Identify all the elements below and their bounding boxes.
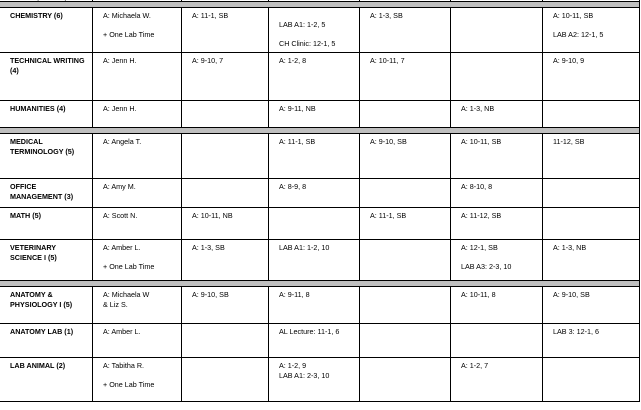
instructor-cell [93,53,182,101]
friday-cell [543,134,640,179]
thursday-cell [451,208,543,240]
instructor-cell [93,287,182,324]
friday-cell [543,208,640,240]
table-row [0,324,640,358]
session-text: 11-12, SB [553,137,585,147]
monday-cell [182,134,269,179]
session-text: A: 11-1, SB [192,11,229,21]
thursday-cell [451,53,543,101]
wednesday-cell [360,324,451,358]
tuesday-cell [269,8,360,53]
course-name: ANATOMY & PHYSIOLOGY I (5) [10,290,73,309]
course-cell [0,358,93,402]
instructor-name: A: Michaela W. [103,11,151,21]
table-row [0,53,640,101]
course-name: ANATOMY LAB (1) [10,327,74,337]
session-text: A: 9-10, SB [370,137,407,147]
session-text: A: 10-11, SB [461,137,502,147]
session-text: A: 1-2, 7 [461,361,489,371]
instructor-cell [93,134,182,179]
course-name: HUMANITIES (4) [10,104,66,114]
instructor-name: A: Scott N. [103,211,138,221]
thursday-cell [451,134,543,179]
course-name: OFFICE MANAGEMENT (3) [10,182,74,201]
session-text: A: 9-10, SB [553,290,590,300]
tuesday-cell [269,101,360,128]
thursday-cell [451,8,543,53]
tuesday-cell [269,208,360,240]
lab-time-note: + One Lab Time [103,262,155,272]
session-text: A: 10-11, 8 [461,290,496,300]
course-name: CHEMISTRY (6) [10,11,63,21]
instructor-name: A: Angela T. [103,137,142,147]
course-name: MEDICAL TERMINOLOGY (5) [10,137,75,156]
tuesday-cell [269,134,360,179]
friday-cell [543,324,640,358]
session-text: A: 10-11, 7 [370,56,405,66]
session-text: A: 8-9, 8 [279,182,307,192]
session-text: A: 1-2, 8 [279,56,307,66]
course-cell [0,101,93,128]
monday-cell [182,8,269,53]
monday-cell [182,208,269,240]
course-cell [0,134,93,179]
session-text: A: 9-11, NB [279,104,316,114]
course-cell [0,324,93,358]
thursday-cell [451,358,543,402]
session-text: LAB A1: 1-2, 5 [279,20,326,30]
session-text: A: 1-3, SB [370,11,403,21]
instructor-cell [93,324,182,358]
lab-time-note: + One Lab Time [103,380,155,390]
wednesday-cell [360,358,451,402]
course-cell [0,287,93,324]
course-cell [0,8,93,53]
course-cell [0,240,93,281]
instructor-name: & Liz S. [103,299,128,309]
instructor-name: A: Jenn H. [103,104,137,114]
session-text: A: 11-12, SB [461,211,502,221]
course-cell [0,53,93,101]
session-text: A: 10-11, NB [192,211,233,221]
tuesday-cell [269,179,360,208]
session-text: AL Lecture: 11-1, 6 [279,327,340,337]
wednesday-cell [360,287,451,324]
table-row [0,8,640,53]
friday-cell [543,358,640,402]
course-name: VETERINARY SCIENCE I (5) [10,243,57,262]
session-text: A: 9-10, 9 [553,56,585,66]
session-text: A: 12-1, SB [461,243,498,253]
session-text: A: 8-10, 8 [461,182,493,192]
thursday-cell [451,179,543,208]
table-row [0,240,640,281]
table-row [0,208,640,240]
session-text: LAB A1: 1-2, 10 [279,243,330,253]
tuesday-cell [269,287,360,324]
wednesday-cell [360,8,451,53]
course-name: LAB ANIMAL (2) [10,361,66,371]
instructor-name: A: Jenn H. [103,56,137,66]
course-name: MATH (5) [10,211,42,221]
session-text: A: 11-1, SB [370,211,407,221]
table-row [0,358,640,402]
friday-cell [543,179,640,208]
table-row [0,101,640,128]
wednesday-cell [360,240,451,281]
session-text: CH Clinic: 12-1, 5 [279,39,336,49]
instructor-cell [93,358,182,402]
session-text: A: 1-3, NB [461,104,495,114]
session-text: A: 9-10, SB [192,290,229,300]
wednesday-cell [360,208,451,240]
friday-cell [543,287,640,324]
instructor-name: A: Tabitha R. [103,361,145,371]
table-row [0,134,640,179]
tuesday-cell [269,358,360,402]
session-text: A: 9-10, 7 [192,56,224,66]
friday-cell [543,240,640,281]
session-text: LAB A1: 2-3, 10 [279,370,330,380]
instructor-cell [93,240,182,281]
session-text: LAB 3: 12-1, 6 [553,327,599,337]
monday-cell [182,179,269,208]
wednesday-cell [360,179,451,208]
thursday-cell [451,101,543,128]
session-text: LAB A2: 12-1, 5 [553,30,604,40]
thursday-cell [451,324,543,358]
lab-time-note: + One Lab Time [103,30,155,40]
instructor-cell [93,179,182,208]
table-row [0,179,640,208]
session-text: A: 1-3, NB [553,243,587,253]
table-row [0,287,640,324]
course-cell [0,208,93,240]
instructor-name: A: Amber L. [103,243,141,253]
session-text: A: 9-11, 8 [279,290,310,300]
friday-cell [543,101,640,128]
session-text: LAB A3: 2-3, 10 [461,262,512,272]
session-text: A: 10-11, SB [553,11,594,21]
thursday-cell [451,240,543,281]
tuesday-cell [269,53,360,101]
monday-cell [182,101,269,128]
instructor-cell [93,208,182,240]
monday-cell [182,287,269,324]
instructor-cell [93,101,182,128]
tuesday-cell [269,324,360,358]
tuesday-cell [269,240,360,281]
monday-cell [182,240,269,281]
wednesday-cell [360,53,451,101]
instructor-name: A: Amy M. [103,182,136,192]
course-cell [0,179,93,208]
friday-cell [543,53,640,101]
session-text: A: 11-1, SB [279,137,316,147]
thursday-cell [451,287,543,324]
wednesday-cell [360,134,451,179]
friday-cell [543,8,640,53]
monday-cell [182,324,269,358]
wednesday-cell [360,101,451,128]
session-text: A: 1-3, SB [192,243,225,253]
session-text: A: 1-2, 9 [279,361,307,371]
monday-cell [182,53,269,101]
monday-cell [182,358,269,402]
instructor-name: A: Michaela W [103,290,150,300]
instructor-cell [93,8,182,53]
course-name: TECHNICAL WRITING (4) [10,56,85,75]
instructor-name: A: Amber L. [103,327,141,337]
